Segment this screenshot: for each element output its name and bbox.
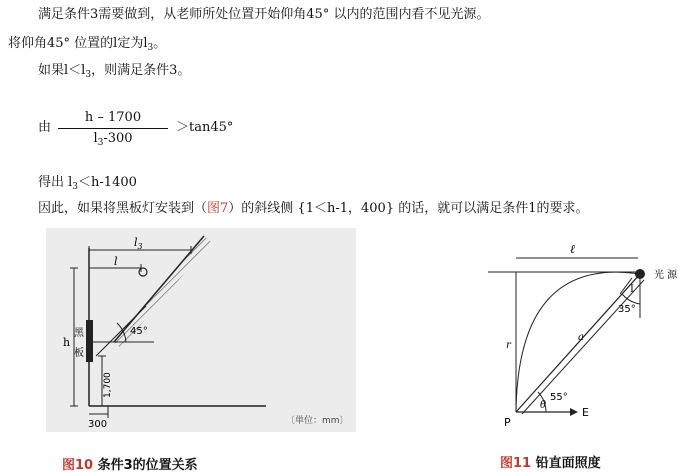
r-label: r: [506, 340, 511, 351]
paragraph-result: 得出 $l_3<h-1400$: [38, 175, 137, 192]
dim-1700-label: 1,700: [103, 372, 113, 398]
paragraph-conclusion: 因此，如果将黑板灯安装到（图7）的斜线侧 {1＜h-1，400} 的话，就可以满足条件1的要求。: [38, 201, 589, 216]
angle35-arc: [622, 294, 640, 304]
fraction-bar: [58, 128, 168, 129]
line-a: [516, 274, 640, 412]
figure11-diagram: [488, 236, 696, 436]
light-source-label: 光 源: [654, 270, 678, 281]
figure10-diagram: [46, 228, 356, 432]
i-label: I: [630, 284, 634, 295]
blackboard: [86, 320, 93, 362]
equation-right-side: ＞tan45°: [176, 120, 234, 135]
figure10-caption: 图10 条件3的位置关系: [62, 458, 198, 473]
equation-you-label: 由: [38, 120, 52, 135]
fraction-denominator: $l_3-300$: [93, 131, 133, 148]
paragraph-define-l3: 将仰角45° 位置的l定为$l_3$。: [8, 36, 167, 53]
h-label: h: [63, 336, 71, 349]
line-a-parallel: [522, 280, 644, 414]
fraction-numerator: h – 1700: [84, 110, 142, 125]
equation-fraction: [58, 110, 168, 148]
heiban-label-1: 黑: [74, 328, 84, 339]
l-label: l: [114, 255, 118, 268]
p-label: P: [504, 416, 511, 429]
theta-label: θ: [540, 400, 547, 411]
figure11-caption: 图11 铅直面照度: [500, 456, 601, 471]
angle55-label: 55°: [550, 392, 568, 403]
heiban-label-2: 板: [74, 348, 84, 359]
e-arrow-head: [570, 408, 578, 416]
a-label: a: [578, 332, 584, 343]
l3-label: $l_3$: [134, 236, 143, 251]
l-label: ℓ: [570, 242, 575, 256]
angle35-label: 35°: [618, 304, 636, 315]
angle-label: 45°: [130, 326, 148, 337]
paragraph-if-l-less: 如果$l<l_3$，则满足条件3。: [38, 63, 191, 80]
dim-300-label: 300: [88, 419, 108, 430]
figure-link[interactable]: 图7: [207, 201, 229, 216]
unit-label: 〔単位：mm〕: [286, 416, 349, 426]
e-label: E: [582, 406, 589, 419]
paragraph-condition3: 满足条件3需要做到，从老师所处位置开始仰角45° 以内的范围内看不见光源。: [38, 7, 490, 22]
